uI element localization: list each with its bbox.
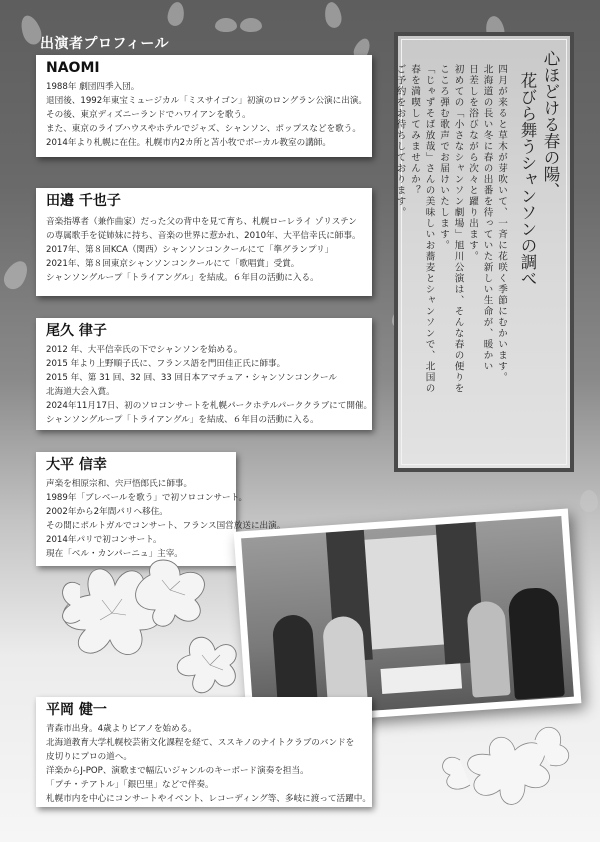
profile-line: 1988年 劇団四季入団。 [46,82,140,92]
message-line: 四月が来ると草木が芽吹いて、一斉に花咲く季節にむかいます。 [496,64,507,383]
section-title: 出演者プロフィール [40,36,170,52]
petal-decoration [166,1,186,27]
profile-line: 2014年より札幌に在住。札幌市内2カ所と苫小牧でボーカル教室の講師。 [46,138,331,148]
profile-line: 2002年から2年間パリへ移住。 [46,507,168,517]
profile-line: 2021年、第８回東京シャンソンコンクールにて「歌唱賞」受賞。 [46,259,300,269]
profile-line: 1989年「ブレベールを歌う」で初ソロコンサート。 [46,493,248,503]
person-3 [466,600,511,697]
profile-name: 田邉 千也子 [46,193,121,209]
profile-line: また、東京のライブハウスやホテルでジャズ、シャンソン、ポップスなどを歌う。 [46,124,361,134]
profile-card-hiraoka [36,697,372,807]
photo-image [241,516,574,719]
profile-line: 皮切りにプロの道へ。 [46,752,132,762]
message-title [516,50,562,470]
profile-line: シャンソングループ「トライアングル」を結成。６年目の活動に入る。 [46,273,319,283]
message-box [394,32,574,472]
window [361,534,448,649]
petal-decoration [0,257,32,293]
message-line: 初めての「小さなシャンソン劇場」旭川公演は、そんな春の便りを [452,64,464,394]
petal-decoration [580,490,598,512]
profile-line: 2024年11月17日、初のソロコンサートを札幌パークホテルパーククラブにて開催。 [46,401,373,411]
message-line: ご予約をお待ちしております。 [394,64,406,218]
profile-line: 2015 年、第 31 回、32 回、33 回日本アマチュア・シャンソンコンクール [46,373,337,383]
message-line: 北海道の長い冬に春の出番を待っていた新しい生命が、暖かい [481,64,493,372]
message-line: こころ弾む歌声でお届けいたします。 [438,64,449,251]
message-line: 「じゃずそば放哉」さんの美味しいお蕎麦とシャンソンで、北国の [423,64,435,394]
profile-name: 大平 信幸 [46,457,107,473]
profile-line: 北海道大会入賞。 [46,387,115,397]
profile-line: 2014年パリで初コンサート。 [46,535,162,545]
petal-decoration [323,1,343,29]
profile-card-tanabe [36,188,372,296]
profile-name: 平岡 健一 [46,702,107,718]
profile-card-naomi [36,55,372,157]
profile-line: 札幌市内を中心にコンサートやイベント、レコーディング等、多岐に渡って活躍中。 [46,794,371,804]
profile-line: 北海道教育大学札幌校芸術文化課程を経て、ススキノのナイトクラブのバンドを [46,738,355,748]
message-line: 日差しを浴びながら次々と躍り出ます。 [467,64,478,262]
profile-line: シャンソングループ「トライアングル」を結成、６年目の活動に入る。 [46,415,319,425]
profile-line: の専属歌手を従姉妹に持ち、音楽の世界に惹かれ、2010年、大平信幸氏に師事。 [46,231,361,241]
profile-card-oku [36,318,372,430]
profile-line: 「プチ・テアトル」「銀巴里」などで伴奏。 [46,780,214,790]
profile-line: 声楽を相原宗和、宍戸悟郎氏に師事。 [46,479,193,489]
message-title-line1: 心ほどける春の陽、 [541,50,560,199]
flower-drawing-icon [430,715,580,825]
profile-line: その後、東京ディズニーランドでハワイアンを歌う。 [46,110,251,120]
person-4 [507,586,565,699]
profile-line: 洋楽からJ-POP、演歌まで幅広いジャンルのキーボード演奏を担当。 [46,766,309,776]
performers-photo [234,509,582,727]
table [381,663,463,694]
petal-decoration [240,18,262,32]
message-body [392,64,508,459]
profile-line: 2012 年、大平信幸氏の下でシャンソンを始める。 [46,345,243,355]
profile-name: 尾久 律子 [46,323,107,339]
profile-line: 2017年、第８回KCA（関西）シャンソンコンクールにて「準グランプリ」 [46,245,334,255]
flower-drawing-icon [30,555,250,705]
profile-card-ohira [36,452,286,566]
petal-decoration [215,18,237,32]
profile-line: 現在「ベル・カンパーニュ」主宰。 [46,549,183,559]
message-line: 春を満喫してみませんか？ [409,64,420,196]
profile-line: 退団後、1992年東宝ミュージカル「ミスサイゴン」初演のロングラン公演に出演。 [46,96,368,106]
message-title-line2: 花びら舞うシャンソンの調べ [518,72,537,287]
profile-line: 音楽指導者（兼作曲家）だった父の背中を見て育ち、札幌ローレライ ゾリステン [46,217,357,227]
profile-name: NAOMI [46,60,100,76]
profile-line: 青森市出身。4歳よりピアノを始める。 [46,724,197,734]
profile-line: その間にポルトガルでコンサート、フランス国営放送に出演。 [46,521,286,531]
profile-line: 2015 年より上野順子氏に、フランス語を門田佳正氏に師事。 [46,359,286,369]
